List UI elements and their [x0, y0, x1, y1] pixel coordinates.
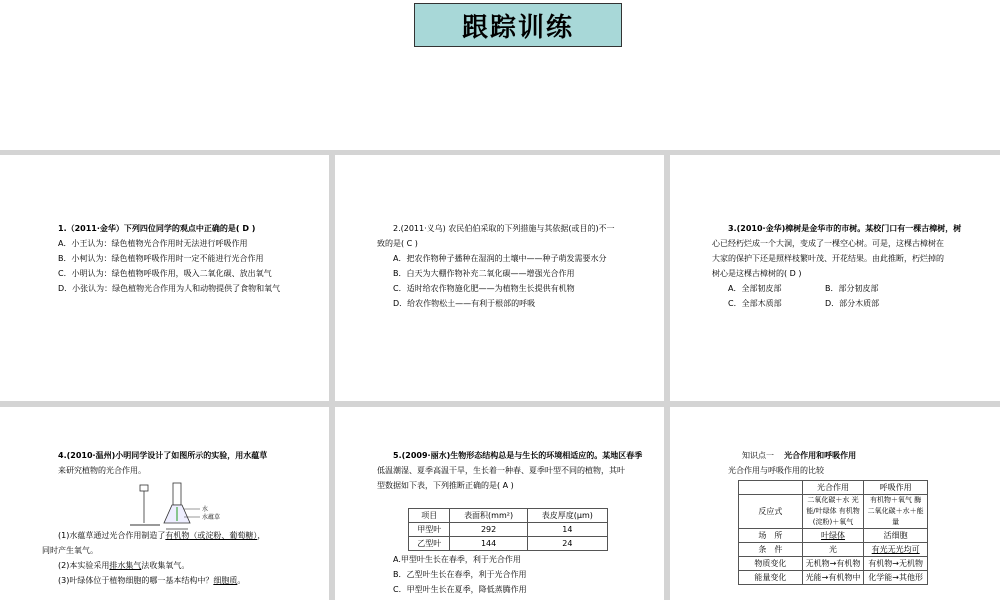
subquestion-1-answer: 有机物（或淀粉、葡萄糖） [165, 531, 258, 540]
subquestion-1-prefix: (1)水蕴草通过光合作用制造了 [58, 531, 166, 540]
experiment-apparatus-figure [120, 479, 230, 531]
subquestion-3-suffix: 。 [237, 576, 246, 585]
question-stem-line2: 来研究植物的光合作用。 [58, 466, 146, 475]
page-title: 跟踪训练 [414, 3, 622, 47]
option-d: D．小张认为：绿色植物光合作用为人和动物提供了食物和氧气 [58, 284, 281, 293]
question-stem-line2: 致的是( C ) [377, 239, 418, 248]
table-row [739, 529, 928, 543]
row-label: 能量变化 [739, 571, 803, 585]
table-cell: 144 [450, 537, 527, 551]
subquestion-1 [58, 528, 265, 543]
table-header: 项目 [409, 509, 450, 523]
subquestion-2-prefix: (2)本实验采用 [58, 561, 110, 570]
question-line-1: 3.(2010·金华)樟树是金华市的市树。某校门口有一棵古樟树，树 [728, 224, 962, 233]
table-cell: 活细胞 [864, 529, 928, 543]
slide-question-1[interactable] [0, 155, 329, 401]
option-c: C．适时给农作物施化肥——为植物生长提供有机物 [393, 284, 575, 293]
option-b: B．乙型叶生长在春季，利于光合作用 [393, 570, 527, 579]
figure-label-water: 水 [202, 506, 209, 513]
row-label: 物质变化 [739, 557, 803, 571]
table-row [409, 523, 608, 537]
subquestion-3 [58, 573, 245, 588]
table-row [739, 571, 928, 585]
table-header: 光合作用 [802, 481, 864, 495]
option-b: B．白天为大棚作物补充二氧化碳——增强光合作用 [393, 269, 575, 278]
table-header-row [739, 481, 928, 495]
table-header: 呼吸作用 [864, 481, 928, 495]
subquestion-1-suffix: ， [257, 531, 266, 540]
table-cell: 24 [527, 537, 607, 551]
table-header: 表皮厚度(μm) [527, 509, 607, 523]
table-cell: 乙型叶 [409, 537, 450, 551]
subquestion-3-prefix: (3)叶绿体位于植物细胞的哪一基本结构中？ [58, 576, 214, 585]
table-cell: 甲型叶 [409, 523, 450, 537]
question-line-1: 5.(2009·丽水)生物形态结构总是与生长的环境相适应的。某地区春季 [393, 451, 643, 460]
table-cell: 二氧化碳＋水 光能/叶绿体 有机物(淀粉)＋氧气 [802, 495, 864, 529]
table-cell: 14 [527, 523, 607, 537]
slide-knowledge-point[interactable] [670, 407, 1000, 600]
question-stem-line1: 2.(2011·义乌) 农民伯伯采取的下列措施与其依据(或目的)不一 [393, 224, 615, 233]
subquestion-1-continued: 同时产生氧气。 [42, 546, 98, 555]
option-b: B．部分韧皮部 [825, 284, 879, 293]
table-cell: 光能→有机物中 [802, 571, 864, 585]
slide-question-4[interactable] [0, 407, 329, 600]
comparison-table [738, 480, 928, 585]
question-line-2: 心已经朽烂成一个大洞，变成了一棵空心树。可是，这棵古樟树在 [712, 239, 944, 248]
subquestion-2-suffix: 法收集氧气。 [141, 561, 190, 570]
comparison-subtitle: 光合作用与呼吸作用的比较 [728, 466, 824, 475]
knowledge-heading-prefix: 知识点一 [742, 451, 774, 460]
option-a: A．小王认为：绿色植物光合作用时无法进行呼吸作用 [58, 239, 248, 248]
knowledge-heading-title: 光合作用和呼吸作用 [784, 451, 857, 460]
subquestion-2-answer: 排水集气 [109, 561, 142, 570]
table-row [739, 495, 928, 529]
table-cell: 化学能→其他形 [864, 571, 928, 585]
option-a: A.甲型叶生长在春季，利于光合作用 [393, 555, 521, 564]
table-cell: 有机物→无机物 [864, 557, 928, 571]
option-c: C．甲型叶生长在夏季，降低蒸腾作用 [393, 585, 527, 594]
table-header-row [409, 509, 608, 523]
option-a: A．全部韧皮部 [728, 284, 782, 293]
table-header: 表面积(mm²) [450, 509, 527, 523]
table-header [739, 481, 803, 495]
table-cell: 无机物→有机物 [802, 557, 864, 571]
option-a: A．把农作物种子播种在湿润的土壤中——种子萌发需要水分 [393, 254, 607, 263]
question-stem-line1: 4.(2010·温州)小明同学设计了如图所示的实验，用水蕴草 [58, 451, 268, 460]
table-cell: 有机物＋氧气 酶 二氧化碳＋水＋能量 [864, 495, 928, 529]
question-line-3: 大家的保护下还是照样枝繁叶茂、开花结果。由此推断，朽烂掉的 [712, 254, 944, 263]
table-row [739, 557, 928, 571]
table-cell: 292 [450, 523, 527, 537]
question-line-2: 低温潮湿、夏季高温干旱，生长着一种春、夏季叶型不同的植物，其叶 [377, 466, 625, 475]
option-b: B．小柯认为：绿色植物呼吸作用时一定不能进行光合作用 [58, 254, 264, 263]
table-row [409, 537, 608, 551]
option-d: D．部分木质部 [825, 299, 880, 308]
table-cell: 有光无光均可 [864, 543, 928, 557]
option-c: C．小明认为：绿色植物呼吸作用，吸入二氧化碳、放出氧气 [58, 269, 272, 278]
row-label: 反应式 [739, 495, 803, 529]
table-cell: 叶绿体 [802, 529, 864, 543]
subquestion-2 [58, 558, 189, 573]
slide-question-2[interactable] [335, 155, 664, 401]
row-label: 条 件 [739, 543, 803, 557]
option-c: C．全部木质部 [728, 299, 782, 308]
leaf-data-table [408, 508, 608, 551]
row-label: 场 所 [739, 529, 803, 543]
table-cell: 光 [802, 543, 864, 557]
slide-question-5[interactable] [335, 407, 664, 600]
option-d: D．给农作物松土——有利于根部的呼吸 [393, 299, 536, 308]
question-line-3: 型数据如下表，下列推断正确的是( A ) [377, 481, 514, 490]
figure-label-plant: 水蕴草 [202, 514, 221, 521]
knowledge-heading [742, 448, 856, 463]
subquestion-3-answer: 细胞质 [213, 576, 238, 585]
question-line-4: 树心是这棵古樟树的( D ) [712, 269, 802, 278]
slide-question-3[interactable] [670, 155, 1000, 401]
table-row [739, 543, 928, 557]
question-stem: 1.（2011·金华）下列四位同学的观点中正确的是( D ) [58, 224, 256, 233]
